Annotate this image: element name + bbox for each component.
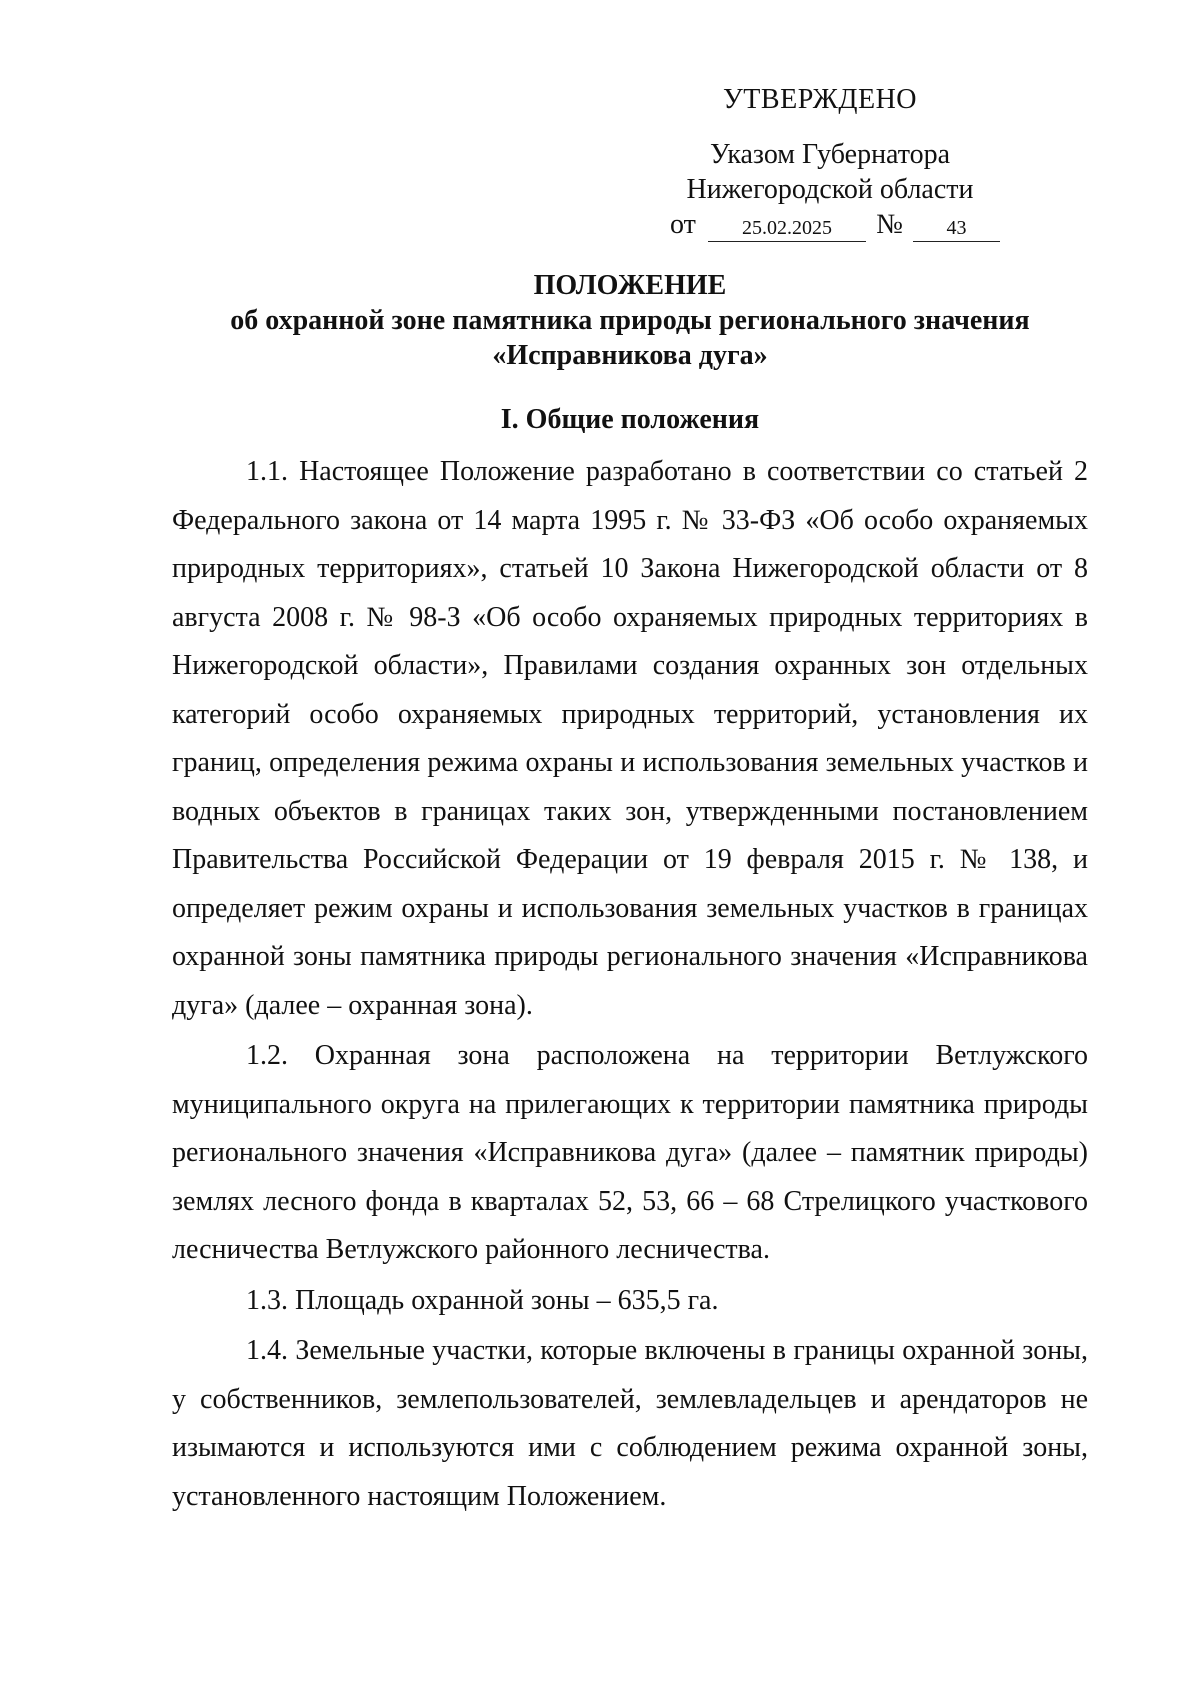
body-text bbox=[172, 448, 1088, 1523]
title-line-1: ПОЛОЖЕНИЕ bbox=[533, 270, 727, 301]
paragraph-1-1: 1.1. Настоящее Положение разработано в соответствии со статьей 2 Федерального закона от 14 марта 1995 г. № 33-ФЗ «Об особо охраняемых природных территориях», статьей 10 Закона Нижегородской области от 8 августа 2008 г. № 98-З «Об особо охраняемых природных территориях в Нижегородской области», Правилами создания охранных зон отдельных категорий особо охраняемых природных территорий, установления их границ, определения режима охраны и использования земельных участков и водных объектов в границах таких зон, утвержденными постановлением Правительства Российской Федерации от 19 февраля 2015 г. № 138, и определяет режим охраны и использования земельных участков в границах охранной зоны памятника природы регионального значения «Исправникова дуга» (далее – охранная зона). bbox=[172, 456, 1088, 1021]
approved-label: УТВЕРЖДЕНО bbox=[722, 84, 918, 115]
paragraph-1-2: 1.2. Охранная зона расположена на территории Ветлужского муниципального округа на прилегающих к территории памятника природы регионального значения «Исправникова дуга» (далее – памятник природы) землях лесного фонда в кварталах 52, 53, 66 – 68 Стрелицкого участкового лесничества Ветлужского районного лесничества. bbox=[172, 1040, 1088, 1265]
document-title bbox=[170, 268, 1090, 373]
decree-line-1: Указом Губернатора bbox=[709, 139, 951, 170]
decree-date: 25.02.2025 bbox=[708, 217, 866, 242]
number-sign: № bbox=[876, 209, 903, 240]
decree-line-2: Нижегородской области bbox=[686, 174, 974, 205]
section-heading: I. Общие положения bbox=[500, 404, 760, 435]
paragraph-1-3: 1.3. Площадь охранной зоны – 635,5 га. bbox=[246, 1284, 719, 1316]
decree-date-line bbox=[670, 207, 1000, 242]
title-line-3: «Исправникова дуга» bbox=[492, 340, 768, 371]
title-line-2: об охранной зоне памятника природы регионального значения bbox=[230, 305, 1030, 336]
decree-number: 43 bbox=[913, 217, 1000, 242]
date-prefix: от bbox=[670, 209, 696, 240]
approval-stamp-block bbox=[600, 82, 1000, 242]
paragraph-1-4: 1.4. Земельные участки, которые включены в границы охранной зоны, у собственников, землепользователей, землевладельцев и арендаторов не изымаются и используются ими с соблюдением режима охранной зоны, установленного настоящим Положением. bbox=[172, 1335, 1088, 1512]
